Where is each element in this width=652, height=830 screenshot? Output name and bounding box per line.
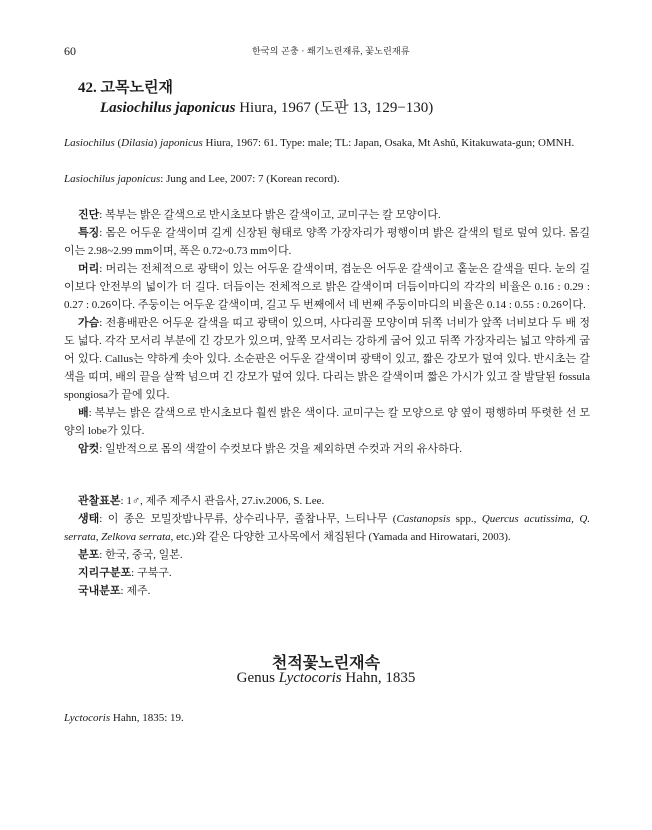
- genus-name: Lyctocoris: [278, 670, 342, 686]
- taxon-name: Zelkova serrata: [101, 531, 171, 543]
- diagnosis-label: 진단: [78, 209, 100, 221]
- taxon-name: Quercus acutissima: [481, 513, 572, 525]
- female-text: : 일반적으로 몸의 색깔이 수컷보다 밝은 것을 제외하면 수컷과 거의 유사하다.: [99, 443, 462, 455]
- ecology-text: : 이 종은 모밀잣밤나무류, 상수리나무, 졸참나무, 느티나무 (: [99, 513, 397, 525]
- distribution-text: : 한국, 중국, 일본.: [99, 549, 183, 561]
- species-scientific-name: [100, 96, 433, 117]
- taxon-name: Castanopsis: [396, 513, 451, 525]
- synonym-citation: : Jung and Lee, 2007: 7 (Korean record).: [160, 173, 340, 185]
- zoogeo-text: : 구북구.: [131, 567, 172, 579]
- female-label: 암컷: [78, 443, 100, 455]
- synonym-entry-2: [64, 170, 590, 188]
- synonym-genus: Lasiochilus: [64, 137, 115, 149]
- abdomen-paragraph: [64, 404, 590, 440]
- synonym-citation: Hiura, 1967: 61. Type: male; TL: Japan, Osaka, Mt Ashû, Kitakuwata-gun; OMNH.: [202, 137, 575, 149]
- species-title: 42. 고목노린재: [78, 80, 173, 96]
- abdomen-text: : 복부는 밝은 갈색으로 반시초보다 훨씬 밝은 색이다. 교미구는 칼 모양으로 양 옆이 평행하며 뚜렷한 선 모양의 lobe가 있다.: [64, 407, 590, 437]
- diagnosis-text: : 복부는 밝은 갈색으로 반시초보다 밝은 갈색이고, 교미구는 칼 모양이다.: [99, 209, 441, 221]
- genus-korean-title: 천적꽃노린재속: [271, 655, 381, 672]
- genus-synonym-citation: Hahn, 1835: 19.: [110, 712, 184, 724]
- paren-open: (: [114, 137, 122, 149]
- female-paragraph: [64, 440, 590, 458]
- head-text: : 머리는 전체적으로 광택이 있는 어두운 갈색이며, 겹눈은 어두운 갈색이고 홑눈은 갈색을 띤다. 눈의 길이보다 안전부의 넓이가 더 길다. 더듬이는 전체적으로 밝은 갈색이며 더듬이마디의 각각의 비율은 0.16 : 0.29 : 0.27 : 0.26이다. 주둥이는 어두운 갈색이며, 길고 두 번째에서 네 번째 주둥이마디의 비율은 0.14 : 0.55 : 0.26이다.: [64, 263, 590, 311]
- thorax-text: : 전흉배판은 어두운 갈색을 띠고 광택이 있으며, 사다리꼴 모양이며 뒤쪽 너비가 앞쪽 너비보다 두 배 정도 넓다. 각각 모서리 부분에 긴 강모가 있으며, 앞쪽 모서리는 강하게 굽어 있고 뒤쪽 가장자리는 넓고 약하게 굽어 있다. Callus는 약하게 솟아 있다. 소순판은 어두운 갈색이며 광택이 있고, 짧은 강모가 덮여 있다. 반시초는 갈색을 띠며, 배의 끝을 살짝 넘으며 긴 강모가 덮여 있다. 다리는 밝은 갈색이며 짧은 가시가 있고 잘 발달된: [64, 317, 590, 383]
- ecology-text: ,: [95, 531, 102, 543]
- ecology-text: ,: [571, 513, 580, 525]
- synonym-subgenus: Dilasia: [121, 137, 154, 149]
- records-section: [64, 492, 590, 600]
- specimens-text: : 1♂, 제주 제주시 관음사, 27.iv.2006, S. Lee.: [120, 495, 325, 507]
- features-label: 특징: [78, 227, 100, 239]
- domestic-label: 국내분포: [78, 585, 121, 597]
- synonym-entry-1: [64, 134, 590, 152]
- zoogeo-label: 지리구분포: [78, 567, 132, 579]
- ecology-label: 생태: [78, 513, 100, 525]
- description-section: [64, 206, 590, 458]
- head-paragraph: [64, 260, 590, 314]
- page-number: 60: [64, 44, 76, 58]
- diagnosis-paragraph: [64, 206, 590, 224]
- domestic-text: : 제주.: [120, 585, 151, 597]
- genus-latin-title: [0, 670, 652, 687]
- genus-prefix: Genus: [236, 670, 279, 686]
- features-text: : 몸은 어두운 갈색이며 길게 신장된 형태로 양쪽 가장자리가 평행이며 밝은 갈색의 털로 덮여 있다. 몸길이는 2.98~2.99 mm이며, 폭은 0.72~0.73 mm이다.: [64, 227, 590, 257]
- thorax-label: 가슴: [78, 317, 100, 329]
- paren-close: ): [153, 137, 160, 149]
- species-binomial: Lasiochilus japonicus: [100, 100, 236, 116]
- genus-author: Hahn, 1835: [341, 670, 416, 686]
- features-paragraph: [64, 224, 590, 260]
- running-title: 한국의 곤충 · 쐐기노린재류, 꽃노린재류: [252, 46, 410, 56]
- domestic-paragraph: [64, 582, 590, 600]
- head-label: 머리: [78, 263, 100, 275]
- specimens-label: 관찰표본: [78, 495, 121, 507]
- synonym-epithet: japonicus: [159, 137, 203, 149]
- distribution-label: 분포: [78, 549, 100, 561]
- taxon-name: Q. serrata: [64, 513, 591, 543]
- distribution-paragraph: [64, 546, 590, 564]
- ecology-text: spp.,: [450, 513, 482, 525]
- thorax-paragraph: [64, 314, 590, 404]
- ecology-paragraph: [64, 510, 590, 546]
- species-author-year: Hiura, 1967 (도판 13, 129−130): [235, 100, 434, 116]
- fossula-term: fossula spongiosa: [64, 371, 590, 401]
- zoogeo-paragraph: [64, 564, 590, 582]
- abdomen-label: 배: [78, 407, 89, 419]
- synonym-name: Lasiochilus japonicus: [64, 173, 161, 185]
- thorax-text-end: 가 끝에 있다.: [108, 389, 170, 401]
- genus-synonym-name: Lyctocoris: [64, 712, 111, 724]
- ecology-text: , etc.)와 같은 다양한 고사목에서 채집된다 (Yamada and Hirowatari, 2003).: [170, 531, 511, 543]
- specimens-paragraph: [64, 492, 590, 510]
- genus-synonym-entry: [64, 712, 184, 724]
